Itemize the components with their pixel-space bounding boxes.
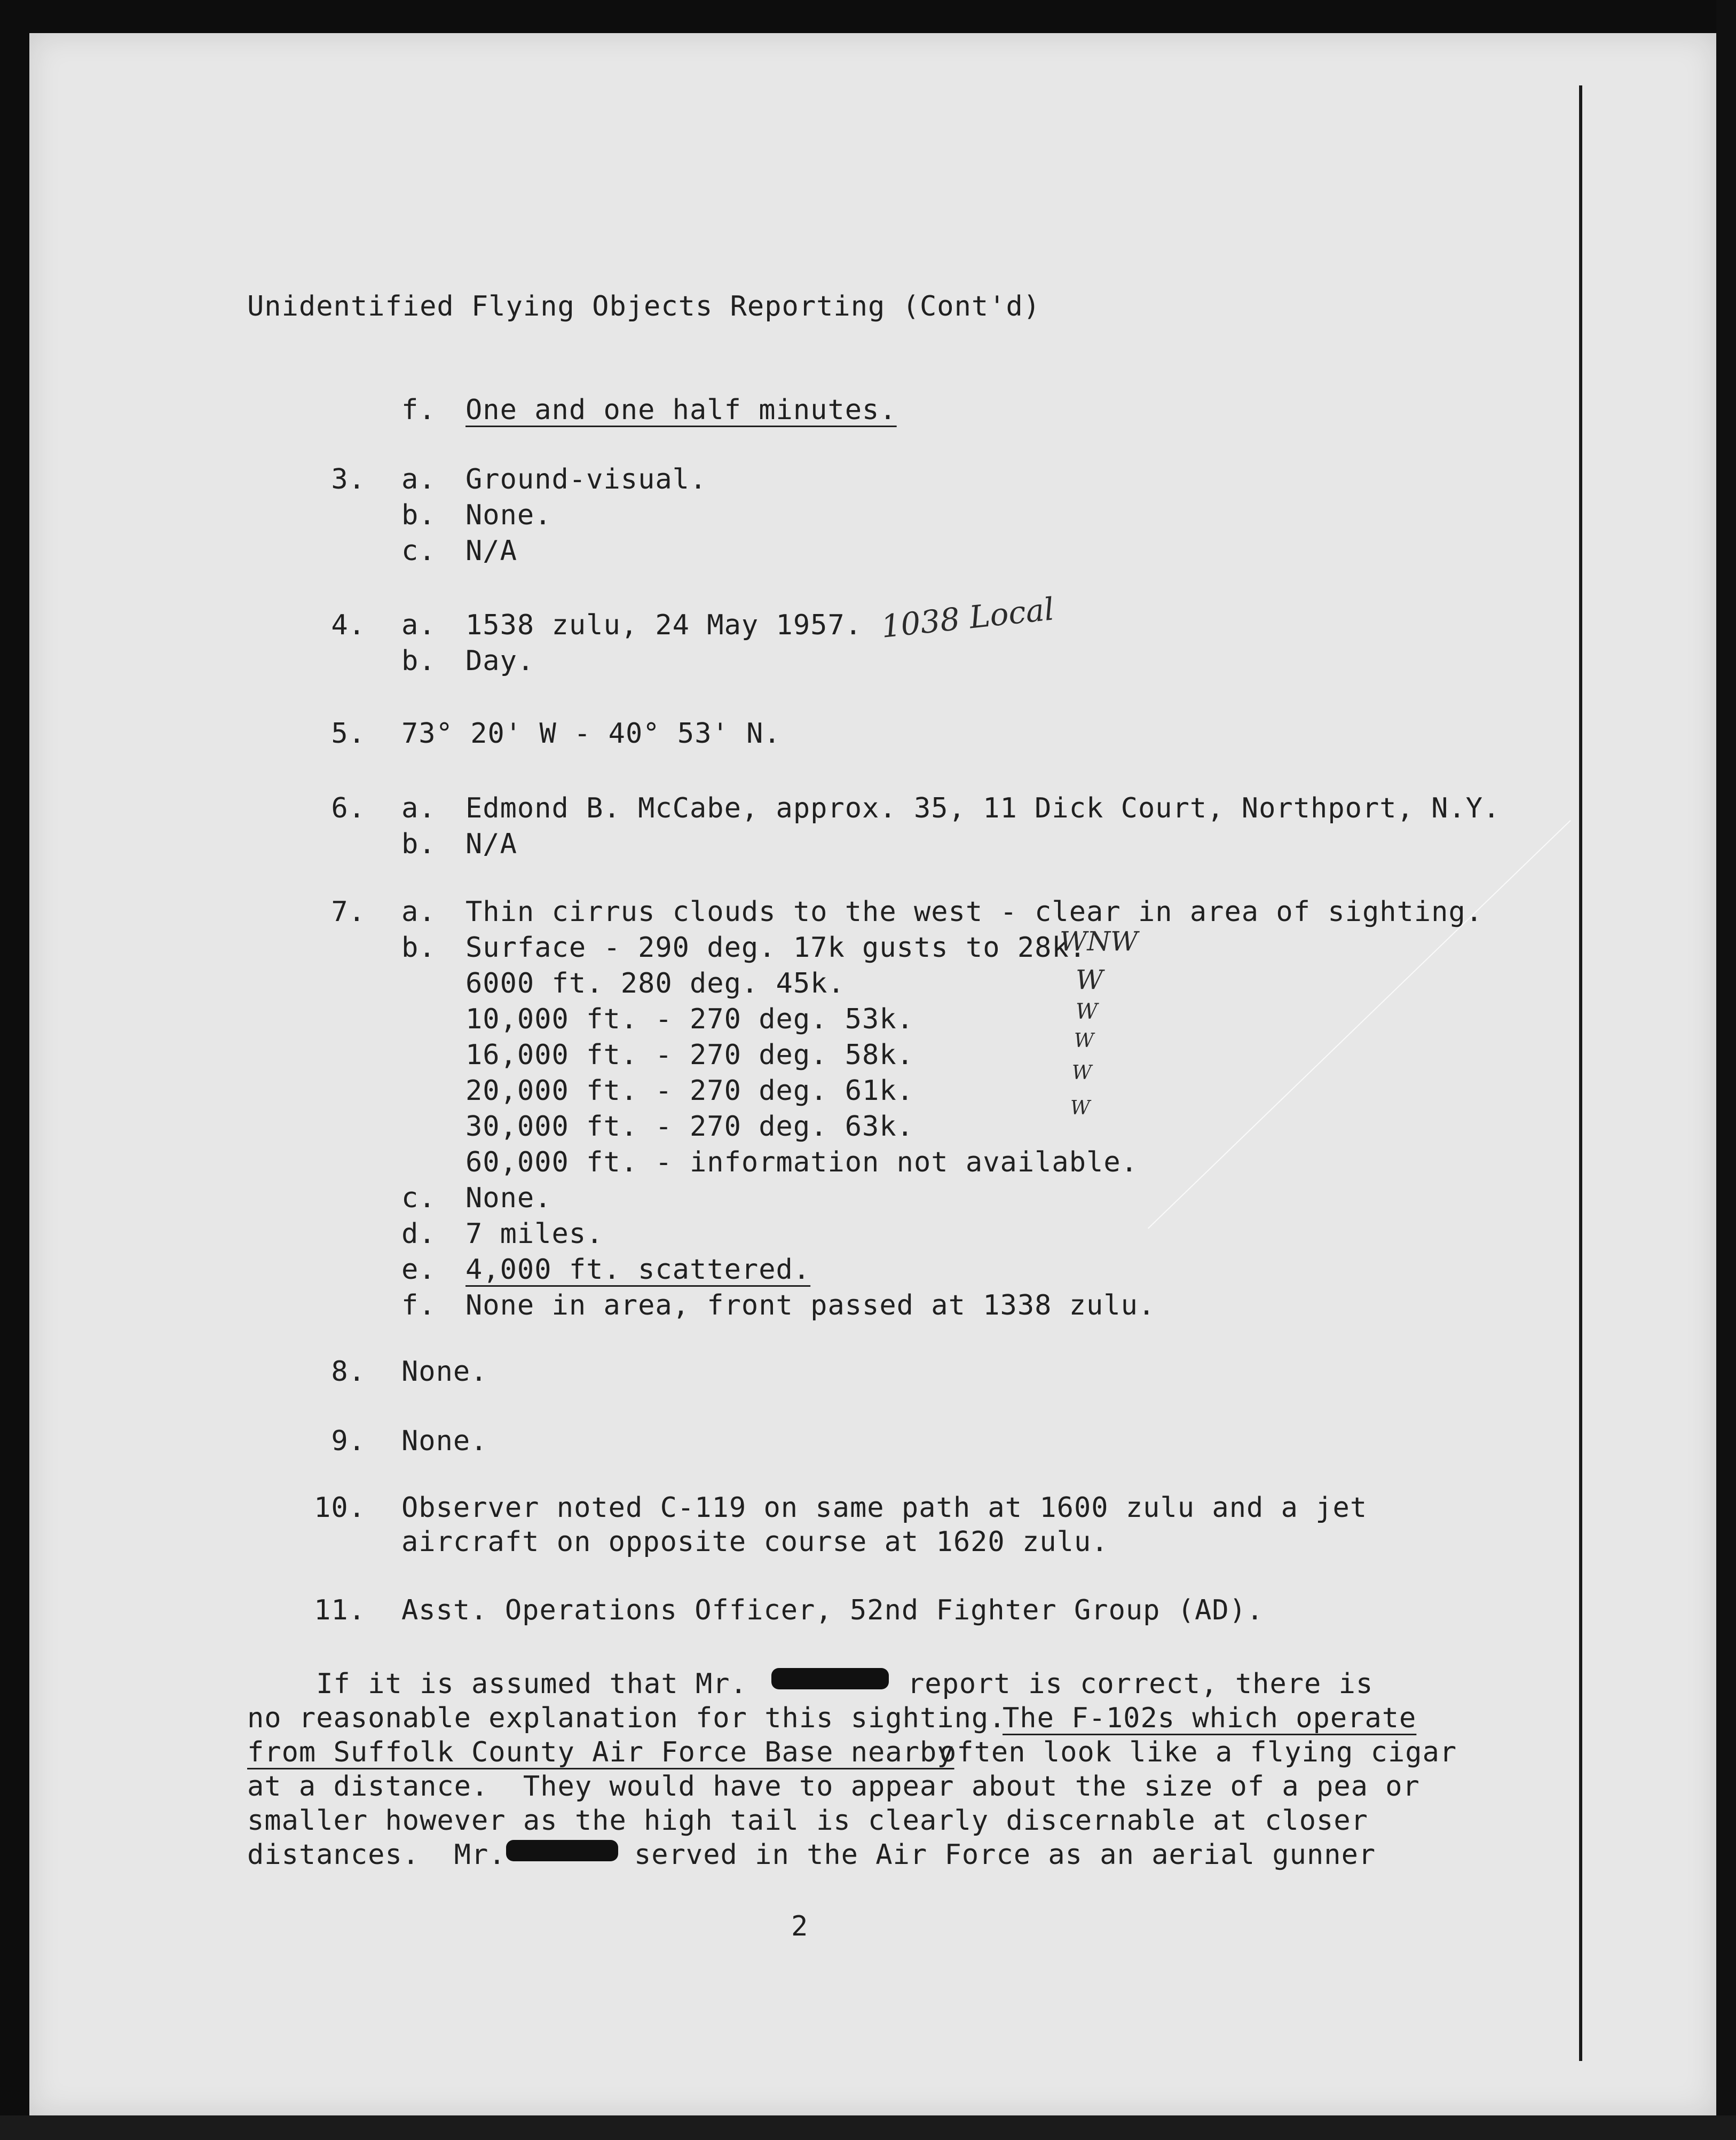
item-3b-letter: b. [401, 499, 436, 531]
wind-line: 16,000 ft. - 270 deg. 58k. [465, 1039, 914, 1071]
item-2f-letter: f. [401, 394, 436, 426]
item-7d-letter: d. [401, 1218, 436, 1250]
item-10-number: 10. [314, 1492, 366, 1524]
paragraph-line-2b: The F-102s which operate [1003, 1702, 1417, 1734]
wind-line: 30,000 ft. - 270 deg. 63k. [465, 1111, 914, 1143]
handwritten-direction-note: WNW [1060, 926, 1138, 957]
item-5-text: 73° 20' W - 40° 53' N. [401, 718, 781, 750]
item-4b-text: Day. [465, 645, 535, 677]
handwritten-direction-note: W [1072, 1062, 1092, 1084]
page-edge-line [1579, 85, 1582, 2061]
item-7-number: 7. [331, 896, 366, 928]
item-5-number: 5. [331, 718, 366, 750]
item-11-number: 11. [314, 1594, 366, 1626]
handwritten-direction-note: W [1076, 1000, 1098, 1024]
item-10-line-2: aircraft on opposite course at 1620 zulu. [401, 1526, 1109, 1558]
paragraph-line-3a: from Suffolk County Air Force Base nearby [247, 1736, 954, 1768]
item-6-number: 6. [331, 792, 366, 824]
item-11-text: Asst. Operations Officer, 52nd Fighter Group (AD). [401, 1594, 1264, 1626]
page-number: 2 [791, 1910, 809, 1942]
item-3a-letter: a. [401, 463, 436, 495]
handwritten-direction-note: W [1074, 1030, 1094, 1052]
paragraph-line-2a: no reasonable explanation for this sighting. [247, 1702, 1006, 1734]
paragraph-line-1a: If it is assumed that Mr. [247, 1668, 747, 1700]
wind-line: Surface - 290 deg. 17k gusts to 28k. [465, 932, 1087, 964]
handwritten-direction-note: W [1070, 1097, 1091, 1119]
scan-border-right [1716, 0, 1736, 2140]
paragraph-line-5: smaller however as the high tail is clearly discernable at closer [247, 1805, 1368, 1837]
paragraph-line-4: at a distance. They would have to appear about the size of a pea or [247, 1771, 1420, 1803]
handwritten-local-time-note: 1038 Local [879, 591, 1056, 645]
wind-line: 60,000 ft. - information not available. [465, 1146, 1138, 1178]
redacted-name [506, 1840, 618, 1861]
item-6a-letter: a. [401, 792, 436, 824]
item-4-number: 4. [331, 609, 366, 641]
item-6a-text: Edmond B. McCabe, approx. 35, 11 Dick Court, Northport, N.Y. [465, 792, 1501, 824]
item-2f-text: One and one half minutes. [465, 394, 897, 426]
item-7a-letter: a. [401, 896, 436, 928]
wind-line: 10,000 ft. - 270 deg. 53k. [465, 1003, 914, 1035]
item-4a-text: 1538 zulu, 24 May 1957. [465, 609, 863, 641]
scan-border-bottom [0, 2115, 1736, 2140]
redacted-name [771, 1668, 889, 1689]
handwritten-direction-note: W [1076, 964, 1103, 995]
item-3b-text: None. [465, 499, 552, 531]
item-7c-letter: c. [401, 1182, 436, 1214]
item-6b-letter: b. [401, 828, 436, 860]
item-7f-text: None in area, front passed at 1338 zulu. [465, 1289, 1156, 1321]
item-7e-letter: e. [401, 1254, 436, 1286]
item-7c-text: None. [465, 1182, 552, 1214]
item-3a-text: Ground-visual. [465, 463, 707, 495]
item-4b-letter: b. [401, 645, 436, 677]
item-9-number: 9. [331, 1425, 366, 1457]
item-8-text: None. [401, 1356, 488, 1388]
item-3c-letter: c. [401, 535, 436, 567]
item-7b-letter: b. [401, 932, 436, 964]
item-7f-letter: f. [401, 1289, 436, 1321]
paragraph-line-6b: served in the Air Force as an aerial gunner [634, 1839, 1376, 1871]
item-4a-letter: a. [401, 609, 436, 641]
paragraph-line-1b: report is correct, there is [908, 1668, 1374, 1700]
item-3c-text: N/A [465, 535, 517, 567]
document-page [29, 33, 1716, 2115]
document-heading: Unidentified Flying Objects Reporting (Cont'd) [247, 290, 1041, 322]
item-7d-text: 7 miles. [465, 1218, 604, 1250]
item-7e-text: 4,000 ft. scattered. [465, 1254, 811, 1286]
item-9-text: None. [401, 1425, 488, 1457]
wind-line: 20,000 ft. - 270 deg. 61k. [465, 1075, 914, 1107]
item-8-number: 8. [331, 1356, 366, 1388]
item-7a-text: Thin cirrus clouds to the west - clear in area of sighting. [465, 896, 1484, 928]
item-3-number: 3. [331, 463, 366, 495]
wind-line: 6000 ft. 280 deg. 45k. [465, 967, 845, 1000]
paragraph-line-6a: distances. Mr. [247, 1839, 506, 1871]
paragraph-line-3b: often look like a flying cigar [940, 1736, 1457, 1768]
item-6b-text: N/A [465, 828, 517, 860]
item-10-line-1: Observer noted C-119 on same path at 1600 zulu and a jet [401, 1492, 1368, 1524]
